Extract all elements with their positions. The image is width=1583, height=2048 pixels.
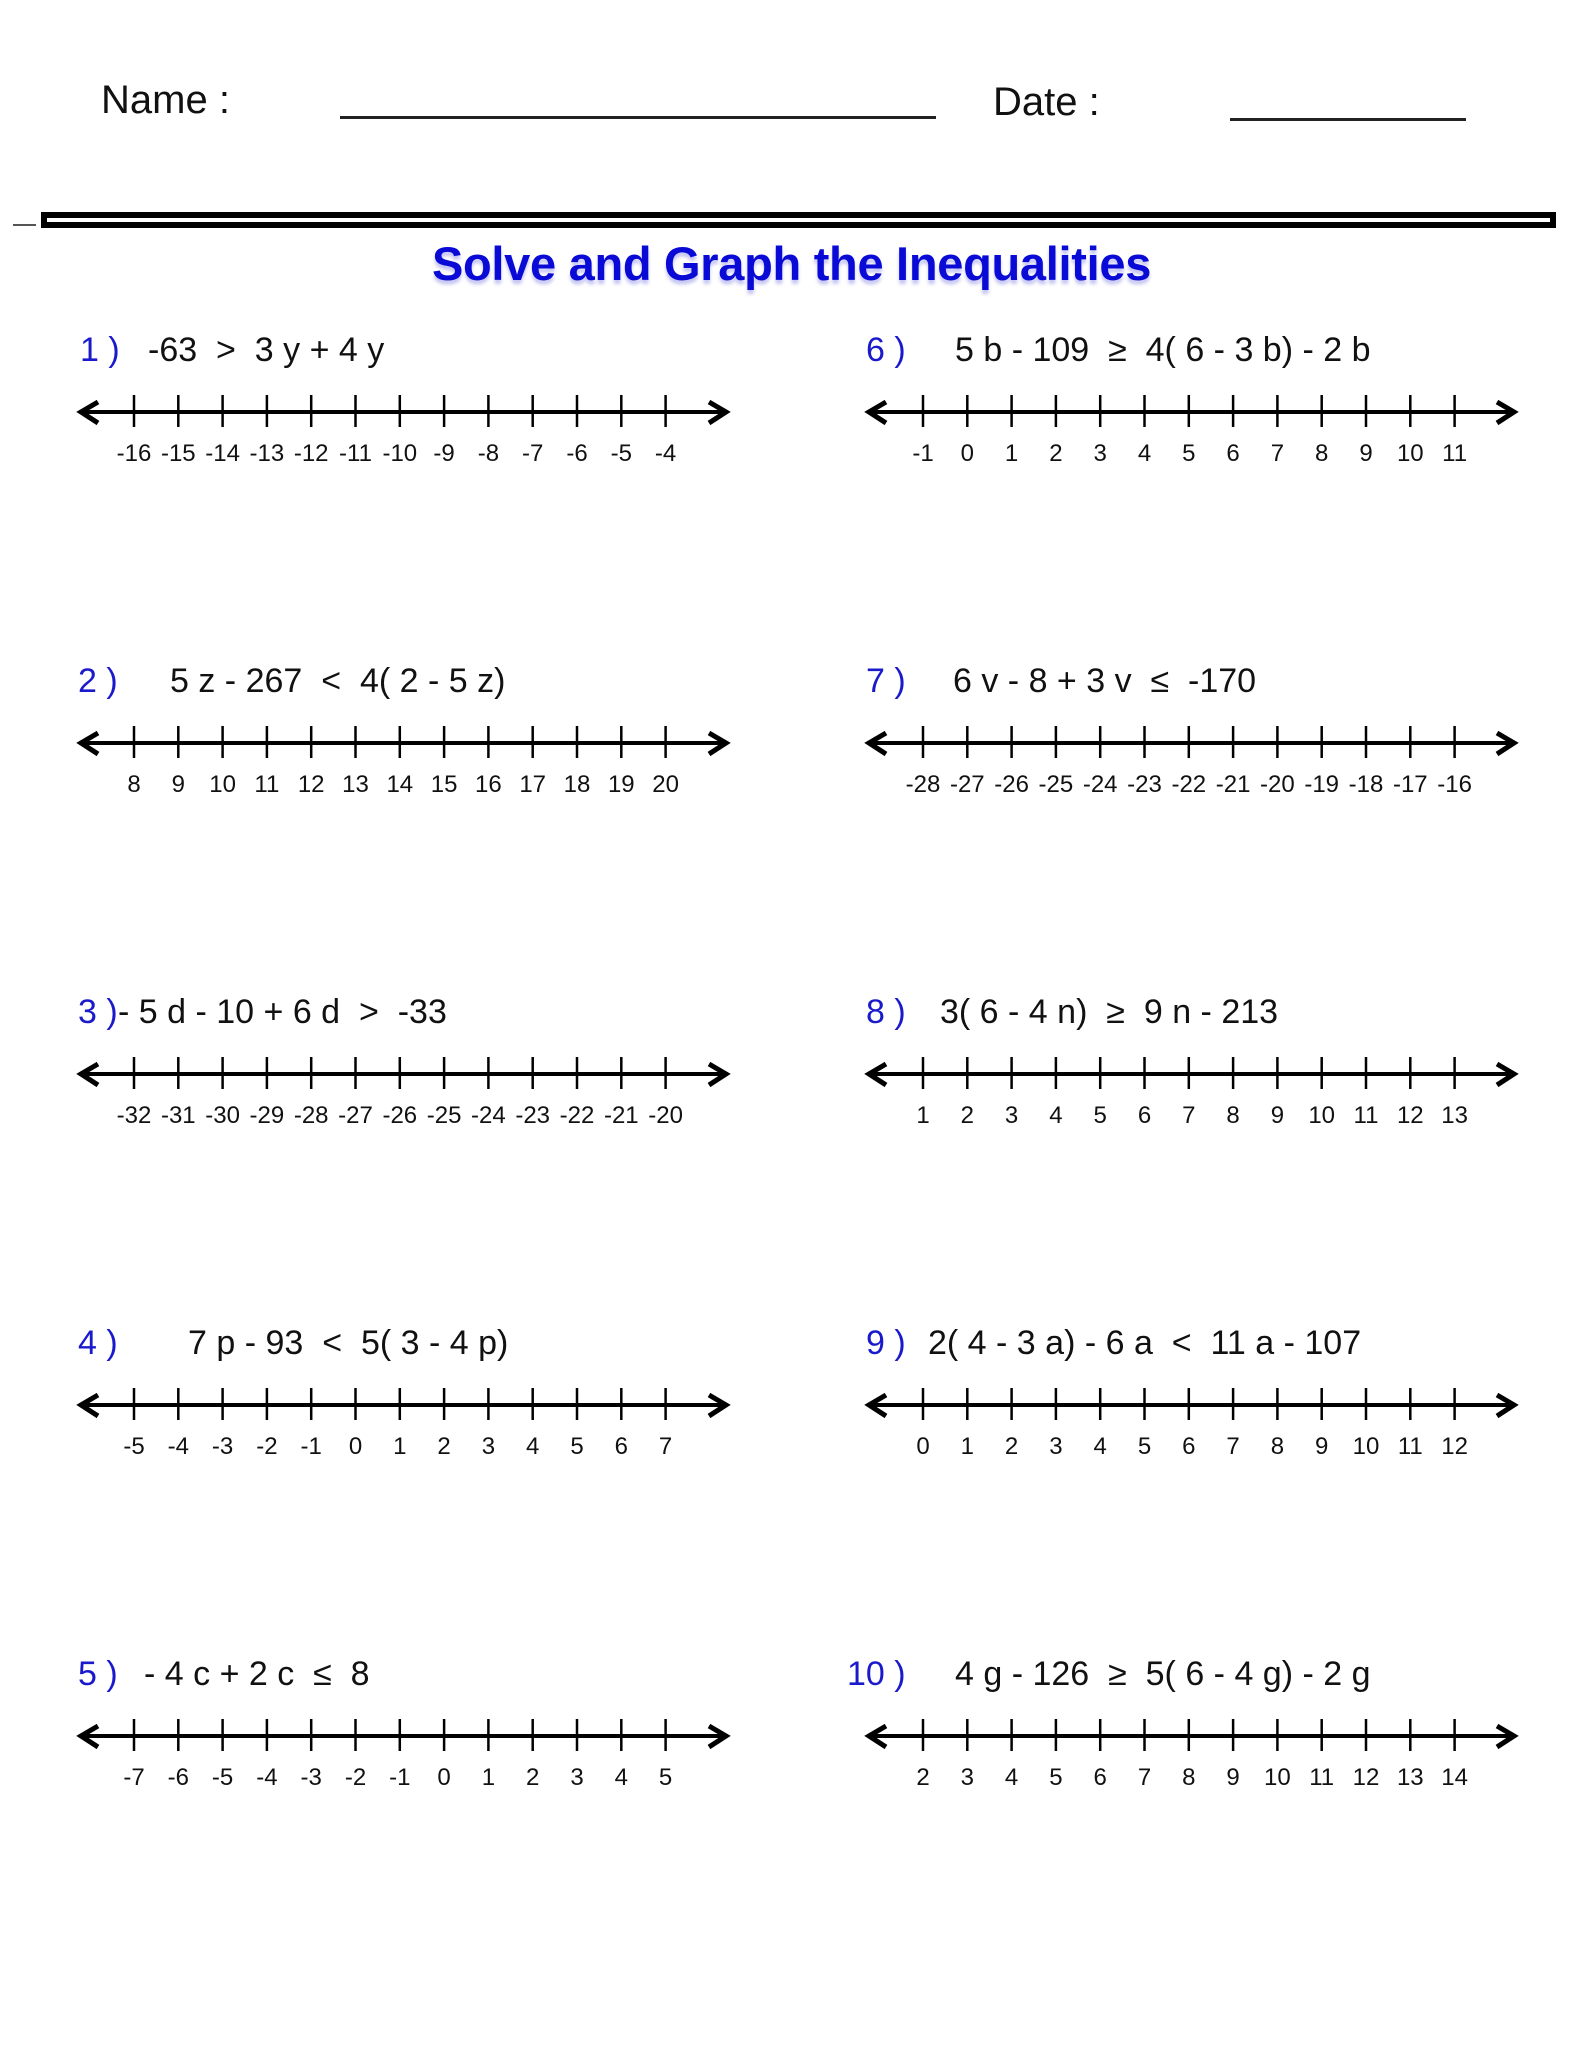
tick-label: 4 [1137,440,1152,467]
problem-number: 8 ) [866,993,906,1031]
tick-label: -26 [382,1102,418,1129]
tick-label: 8 [1182,1764,1196,1791]
tick-label: -6 [566,440,588,467]
tick-label: 12 [1396,1102,1424,1129]
tick-label: -23 [1127,771,1162,798]
tick-label: -1 [912,440,934,467]
tick-label: 3 [570,1764,584,1791]
tick-label: 14 [1441,1764,1468,1791]
problem-number: 5 ) [78,1655,118,1693]
tick-label: 9 [1359,440,1373,467]
tick-label: -22 [559,1102,595,1129]
tick-label: -30 [205,1102,240,1129]
tick-label: -9 [433,440,455,467]
tick-label: 11 [1397,1433,1423,1460]
tick-label: 1 [1004,440,1019,467]
tick-label: -17 [1392,771,1428,798]
tick-label: -4 [167,1433,189,1460]
tick-label: 0 [437,1764,451,1791]
number-line[interactable] [863,1049,1520,1099]
inequality-expression: 7 p - 93 < 5( 3 - 4 p) [188,1324,509,1362]
tick-label: 5 [570,1433,584,1460]
tick-label: 13 [342,771,369,798]
tick-label: -5 [123,1433,145,1460]
tick-label: 5 [658,1764,673,1791]
tick-label: 7 [1226,1433,1240,1460]
tick-label: 12 [1441,1433,1468,1460]
problem-number: 4 ) [78,1324,118,1362]
tick-label: -28 [293,1102,329,1129]
margin-dash [13,224,36,226]
date-label: Date : [993,80,1100,124]
tick-label: -14 [205,440,240,467]
tick-label: 4 [526,1433,540,1460]
tick-label: 17 [519,771,547,798]
problem-number: 1 ) [80,331,120,369]
tick-label: 2 [1004,1433,1019,1460]
tick-label: -10 [382,440,418,467]
inequality-expression: 3( 6 - 4 n) ≥ 9 n - 213 [940,993,1279,1031]
tick-label: 13 [1396,1764,1424,1791]
number-line[interactable] [863,718,1520,768]
tick-label: -26 [994,771,1029,798]
inequality-expression: 4 g - 126 ≥ 5( 6 - 4 g) - 2 g [955,1655,1371,1693]
tick-label: -7 [123,1764,145,1791]
tick-label: -13 [249,440,285,467]
tick-label: 11 [1309,1764,1335,1791]
tick-label: 3 [481,1433,496,1460]
tick-label: -29 [249,1102,285,1129]
tick-label: 6 [1182,1433,1196,1460]
number-line[interactable] [863,1380,1520,1430]
tick-label: -22 [1171,771,1207,798]
inequality-expression: 2( 4 - 3 a) - 6 a < 11 a - 107 [928,1324,1362,1362]
tick-label: 3 [960,1764,974,1791]
tick-label: 0 [348,1433,363,1460]
tick-label: -21 [603,1102,639,1129]
tick-label: 0 [960,440,974,467]
tick-label: 10 [1352,1433,1380,1460]
tick-label: 6 [1137,1102,1152,1129]
tick-label: -5 [610,440,632,467]
tick-label: 5 [1093,1102,1107,1129]
tick-label: -25 [1038,771,1074,798]
tick-label: 8 [1270,1433,1285,1460]
tick-label: 20 [652,771,679,798]
tick-label: 1 [393,1433,407,1460]
tick-label: 10 [209,771,236,798]
name-label: Name : [101,78,230,122]
name-blank-line[interactable] [340,116,936,119]
tick-label: 2 [916,1764,930,1791]
tick-label: 8 [1226,1102,1240,1129]
tick-label: -32 [116,1102,152,1129]
tick-label: 11 [254,771,280,798]
tick-label: 1 [916,1102,930,1129]
tick-label: 10 [1308,1102,1336,1129]
tick-label: -3 [300,1764,322,1791]
tick-label: 7 [1137,1764,1152,1791]
tick-label: -12 [293,440,329,467]
tick-label: 2 [1049,440,1063,467]
tick-label: -24 [1082,771,1118,798]
number-line[interactable] [863,1711,1520,1761]
inequality-expression: 6 v - 8 + 3 v ≤ -170 [953,662,1257,700]
tick-label: -24 [471,1102,506,1129]
tick-label: -15 [160,440,196,467]
tick-label: 9 [1270,1102,1285,1129]
problem-number: 6 ) [866,331,906,369]
tick-label: 10 [1264,1764,1291,1791]
tick-label: 4 [1004,1764,1019,1791]
tick-label: 10 [1396,440,1424,467]
tick-label: 6 [1226,440,1240,467]
problem-number: 10 ) [847,1655,906,1693]
problem-number: 2 ) [78,662,118,700]
tick-label: -11 [339,440,372,467]
tick-label: 16 [475,771,502,798]
inequality-expression: 5 z - 267 < 4( 2 - 5 z) [170,662,506,700]
tick-label: -27 [338,1102,373,1129]
number-line[interactable] [75,1380,732,1430]
number-line[interactable] [75,1049,732,1099]
tick-label: -4 [654,440,677,467]
tick-label: 7 [1270,440,1285,467]
tick-label: 15 [430,771,458,798]
tick-label: -5 [211,1764,234,1791]
inequality-expression: - 5 d - 10 + 6 d > -33 [118,993,447,1031]
tick-label: 12 [1352,1764,1380,1791]
tick-label: 2 [526,1764,540,1791]
tick-label: 9 [1315,1433,1329,1460]
tick-label: 5 [1182,440,1196,467]
tick-label: -16 [116,440,152,467]
tick-label: 0 [916,1433,930,1460]
tick-label: -6 [167,1764,189,1791]
inequality-expression: - 4 c + 2 c ≤ 8 [144,1655,370,1693]
tick-label: 6 [1093,1764,1107,1791]
tick-label: 13 [1441,1102,1468,1129]
tick-label: 7 [1182,1102,1196,1129]
tick-label: 6 [614,1433,628,1460]
tick-label: -23 [515,1102,551,1129]
tick-label: -21 [1215,771,1251,798]
problem-number: 7 ) [866,662,906,700]
tick-label: -31 [160,1102,196,1129]
tick-label: 9 [171,771,185,798]
inequality-expression: 5 b - 109 ≥ 4( 6 - 3 b) - 2 b [955,331,1371,369]
tick-label: -1 [300,1433,322,1460]
tick-label: -19 [1304,771,1340,798]
tick-label: 5 [1137,1433,1152,1460]
tick-label: 9 [1226,1764,1240,1791]
tick-label: 3 [1004,1102,1019,1129]
tick-label: -18 [1348,771,1384,798]
tick-label: -20 [1260,771,1295,798]
tick-label: 11 [1353,1102,1379,1129]
tick-label: -28 [905,771,941,798]
tick-label: 2 [437,1433,451,1460]
date-blank-line[interactable] [1230,118,1466,121]
tick-label: 7 [658,1433,673,1460]
tick-label: -2 [256,1433,278,1460]
tick-label: 19 [607,771,635,798]
number-line[interactable] [75,1711,732,1761]
tick-label: 5 [1049,1764,1063,1791]
tick-label: 8 [1315,440,1329,467]
worksheet-title: Solve and Graph the Inequalities [431,237,1152,290]
tick-label: -8 [477,440,500,467]
tick-label: 1 [481,1764,496,1791]
tick-label: 12 [297,771,325,798]
tick-label: 14 [386,771,414,798]
tick-label: -4 [256,1764,278,1791]
tick-label: 3 [1049,1433,1063,1460]
tick-label: -1 [389,1764,411,1791]
tick-label: 4 [614,1764,628,1791]
tick-label: 11 [1442,440,1468,467]
tick-label: 2 [960,1102,974,1129]
problem-number: 9 ) [866,1324,906,1362]
tick-label: -2 [344,1764,367,1791]
tick-label: 1 [960,1433,974,1460]
tick-label: 4 [1093,1433,1107,1460]
problem-number: 3 ) [78,993,118,1031]
inequality-expression: -63 > 3 y + 4 y [148,331,385,369]
tick-label: -16 [1437,771,1472,798]
tick-label: 8 [127,771,141,798]
tick-label: 3 [1093,440,1107,467]
number-line[interactable] [75,387,732,437]
header-double-rule [41,212,1556,228]
tick-label: -25 [426,1102,462,1129]
tick-label: 18 [563,771,591,798]
tick-label: 4 [1049,1102,1063,1129]
number-line[interactable] [75,718,732,768]
tick-label: -7 [522,440,544,467]
number-line[interactable] [863,387,1520,437]
tick-label: -27 [949,771,985,798]
tick-label: -3 [211,1433,234,1460]
tick-label: -20 [648,1102,683,1129]
